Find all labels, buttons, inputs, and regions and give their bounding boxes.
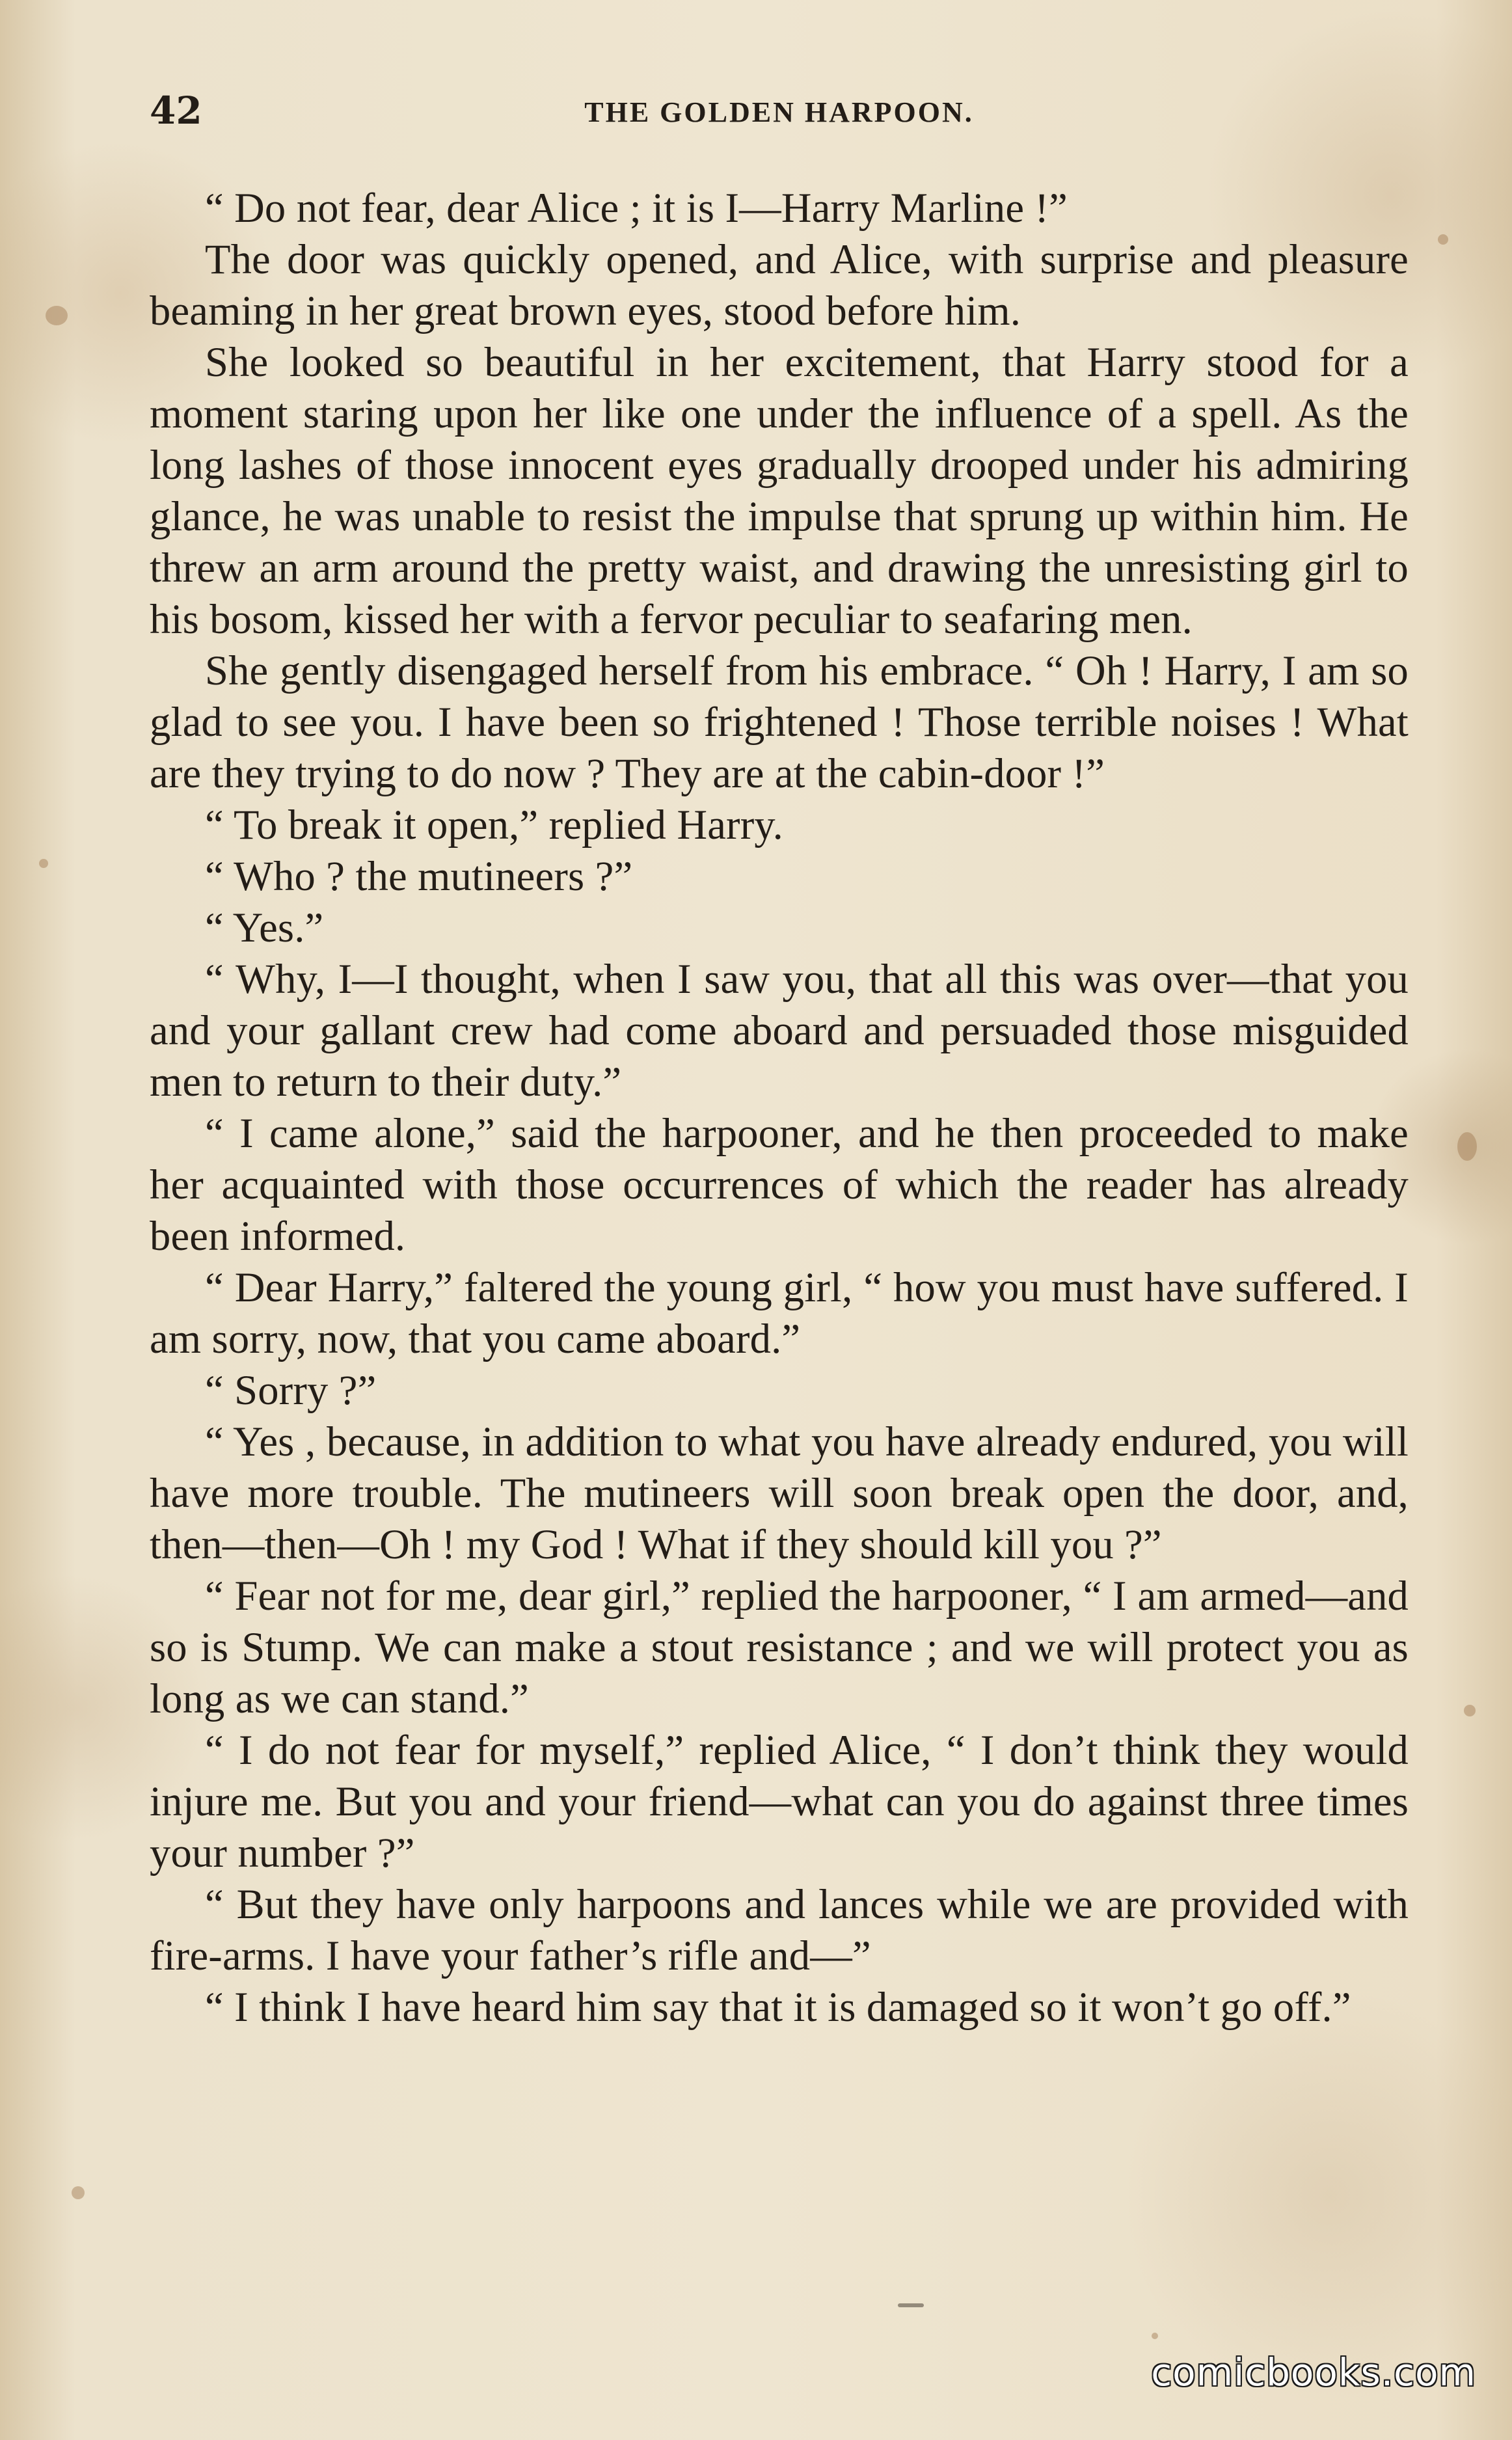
paragraph: “ Fear not for me, dear girl,” replied the harpooner, “ I am armed—and so is Stump. We can make a stout resistance ; and we will protect you as long as we can stand.” <box>150 1573 1409 1722</box>
paragraph: “ Dear Harry,” faltered the young girl, “ how you must have suffered. I am sorry, now, that you came aboard.” <box>150 1264 1409 1362</box>
paragraph: “ Yes , because, in addition to what you have already endured, you will have more trouble. The mutineers will soon break open the door, and, then—then—Oh ! my God ! What if they should kill you ?” <box>150 1418 1409 1567</box>
paragraph: She gently disengaged herself from his embrace. “ Oh ! Harry, I am so glad to see you. I have been so frightened ! Those terrible noises ! What are they trying to do now ? They are at the cabin-door !” <box>150 647 1409 796</box>
paragraph: “ Do not fear, dear Alice ; it is I—Harry Marline !” <box>205 185 1068 231</box>
paragraph: The door was quickly opened, and Alice, with surprise and pleasure beaming in her great brown eyes, stood before him. <box>150 236 1409 334</box>
paragraph: “ But they have only harpoons and lances while we are provided with fire-arms. I have your father’s rifle and—” <box>150 1881 1409 1979</box>
running-title: THE GOLDEN HARPOON. <box>584 96 974 128</box>
paragraph: She looked so beautiful in her excitement, that Harry stood for a moment staring upon her like one under the influence of a spell. As the long lashes of those innocent eyes gradually drooped under his admiring glance, he was unable to resist the impulse that sprung up within him. He threw an arm around the pretty waist, and drawing the unresisting girl to his bosom, kissed her with a fervor peculiar to seafaring men. <box>150 339 1409 642</box>
page-header <box>150 85 1409 137</box>
paragraph: “ I came alone,” said the harpooner, and he then proceeded to make her acquainted with those occurrences of which the reader has already been informed. <box>150 1110 1409 1259</box>
paragraph: “ Yes.” <box>205 904 324 951</box>
paragraph: “ To break it open,” replied Harry. <box>205 802 783 848</box>
body-text <box>150 182 1409 2033</box>
site-watermark: comicbooks.com <box>1151 2350 1476 2394</box>
paragraph: “ Who ? the mutineers ?” <box>205 853 633 899</box>
paragraph: “ I think I have heard him say that it is damaged so it won’t go off.” <box>205 1984 1351 2030</box>
paragraph: “ Why, I—I thought, when I saw you, that all this was over—that you and your gallant crew had come aboard and persuaded those misguided men to return to their duty.” <box>150 956 1409 1105</box>
paragraph: “ I do not fear for myself,” replied Alice, “ I don’t think they would injure me. But you and your friend—what can you do against three times your number ?” <box>150 1727 1409 1876</box>
page-number: 42 <box>150 88 202 133</box>
paragraph: “ Sorry ?” <box>205 1367 377 1413</box>
